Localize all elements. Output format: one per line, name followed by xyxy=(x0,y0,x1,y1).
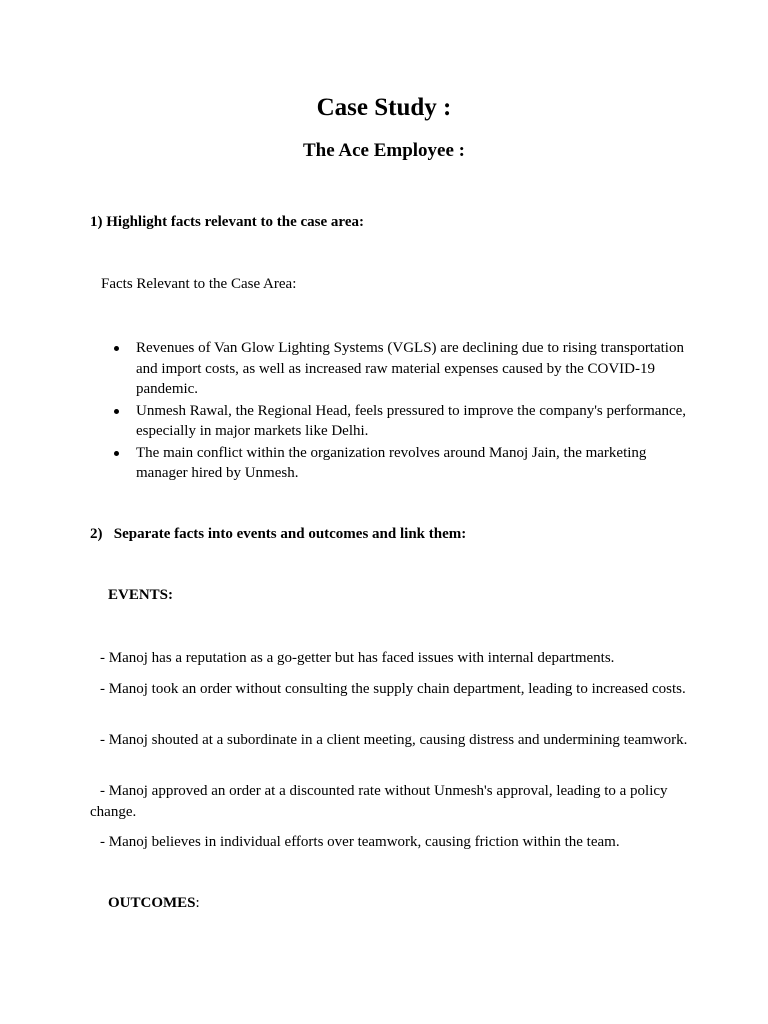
bullet-text: The main conflict within the organization revolves around Manoj Jain, the marketing manager hired by Unmesh. xyxy=(136,444,647,481)
event-item: - Manoj has a reputation as a go-getter but has faced issues with internal departments. xyxy=(100,650,615,666)
list-item xyxy=(112,338,692,400)
event-item: - Manoj shouted at a subordinate in a client meeting, causing distress and undermining teamwork. xyxy=(100,732,688,748)
facts-intro: Facts Relevant to the Case Area: xyxy=(101,276,297,292)
document-subtitle: The Ace Employee : xyxy=(302,140,465,161)
events-label-text: EVENTS: xyxy=(108,587,174,603)
bullet-icon xyxy=(114,409,119,414)
document-title: Case Study : xyxy=(316,94,452,121)
events-label xyxy=(108,585,173,605)
outcomes-label-text: OUTCOMES xyxy=(108,895,196,911)
event-item: - Manoj believes in individual efforts over teamwork, causing friction within the team. xyxy=(100,834,620,850)
outcomes-label xyxy=(108,893,200,913)
bullet-text: Revenues of Van Glow Lighting Systems (VGLS) are declining due to rising transportation and import costs, as well as increased raw material expenses caused by the COVID-19 pandemic. xyxy=(136,340,684,397)
section-2-heading: 2) Separate facts into events and outcomes and link them: xyxy=(90,526,467,542)
bullet-icon xyxy=(114,451,119,456)
bullet-text: Unmesh Rawal, the Regional Head, feels pressured to improve the company's performance, especially in major markets like Delhi. xyxy=(136,402,687,439)
event-item: - Manoj took an order without consulting the supply chain department, leading to increased costs. xyxy=(100,681,686,697)
list-item xyxy=(112,401,692,442)
list-item xyxy=(112,443,692,484)
facts-bullet-list xyxy=(112,338,692,485)
section-1-heading: 1) Highlight facts relevant to the case area: xyxy=(90,214,364,230)
event-item: - Manoj approved an order at a discounted rate without Unmesh's approval, leading to a policy change. xyxy=(90,783,668,820)
bullet-icon xyxy=(114,346,119,351)
outcomes-label-colon: : xyxy=(195,895,200,911)
